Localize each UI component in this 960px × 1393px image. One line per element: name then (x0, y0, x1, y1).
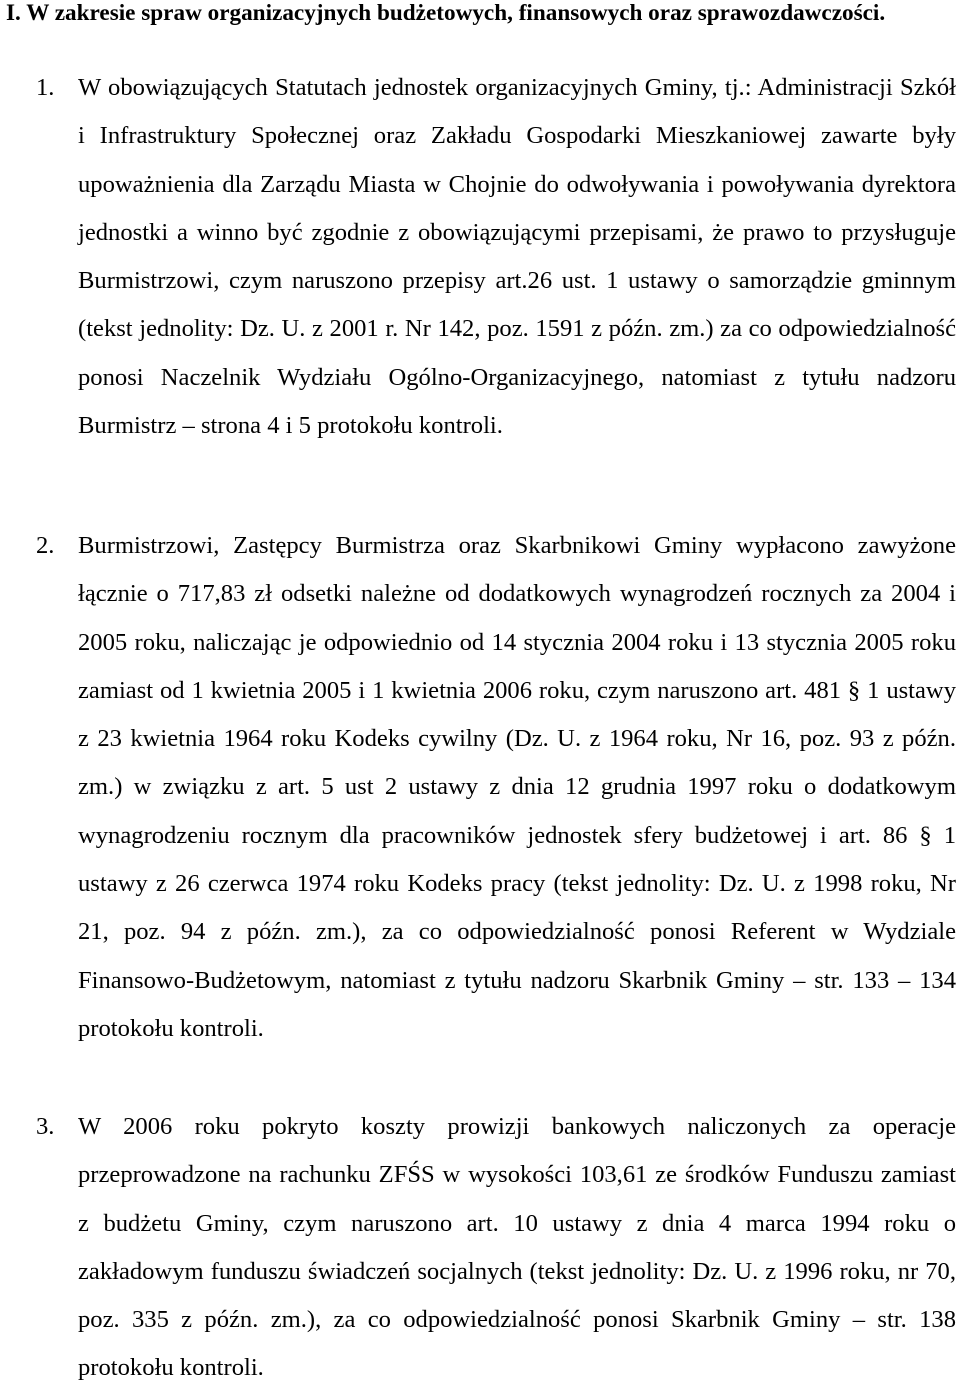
item-text: W 2006 roku pokryto koszty prowizji bankowych naliczonych za operacje przeprowadzone na rachunku ZFŚS w wysokości 103,61 ze środków Funduszu zamiast z budżetu Gminy, czym naruszono art. 10 ustawy z dnia 4 marca 1994 roku o zakładowym funduszu świadczeń socjalnych (tekst jednolity: Dz. U. z 1996 roku, nr 70, poz. 335 z późn. zm.), za co odpowiedzialność ponosi Skarbnik Gminy – str. 138 protokołu kontroli. (78, 1113, 956, 1382)
item-text: Burmistrzowi, Zastępcy Burmistrza oraz Skarbnikowi Gminy wypłacono zawyżone łącznie o 717,83 zł odsetki należne od dodatkowych wynagrodzeń rocznych za 2004 i 2005 roku, naliczając je odpowiednio od 14 stycznia 2004 roku i 13 stycznia 2005 roku zamiast od 1 kwietnia 2005 i 1 kwietnia 2006 roku, czym naruszono art. 481 § 1 ustawy z 23 kwietnia 1964 roku Kodeks cywilny (Dz. U. z 1964 roku, Nr 16, poz. 93 z późn. zm.) w związku z art. 5 ust 2 ustawy z dnia 12 grudnia 1997 roku o dodatkowym wynagrodzeniu rocznym dla pracowników jednostek sfery budżetowej i art. 86 § 1 ustawy z 26 czerwca 1974 roku Kodeks pracy (tekst jednolity: Dz. U. z 1998 roku, Nr 21, poz. 94 z późn. zm.), za co odpowiedzialność ponosi Referent w Wydziale Finansowo-Budżetowym, natomiast z tytułu nadzoru Skarbnik Gminy – str. 133 – 134 protokołu kontroli. (78, 532, 956, 1042)
item-text: W obowiązujących Statutach jednostek organizacyjnych Gminy, tj.: Administracji Szkół i Infrastruktury Społecznej oraz Zakładu Gospodarki Mieszkaniowej zawarte były upoważnienia dla Zarządu Miasta w Chojnie do odwoływania i powoływania dyrektora jednostki a winno być zgodnie z obowiązującymi przepisami, że prawo to przysługuje Burmistrzowi, czym naruszono przepisy art.26 ust. 1 ustawy o samorządzie gminnym (tekst jednolity: Dz. U. z 2001 r. Nr 142, poz. 1591 z późn. zm.) za co odpowiedzialność ponosi Naczelnik Wydziału Ogólno-Organizacyjnego, natomiast z tytułu nadzoru Burmistrz – strona 4 i 5 protokołu kontroli. (78, 74, 956, 440)
list-item-3 (36, 1103, 956, 1393)
item-number: 2. (36, 532, 55, 559)
list-item-2 (36, 522, 956, 1053)
item-number: 3. (36, 1113, 55, 1140)
section-heading: I. W zakresie spraw organizacyjnych budżetowych, finansowych oraz sprawozdawczości. (6, 0, 886, 26)
item-number: 1. (36, 74, 55, 101)
list-item-1 (36, 64, 956, 450)
